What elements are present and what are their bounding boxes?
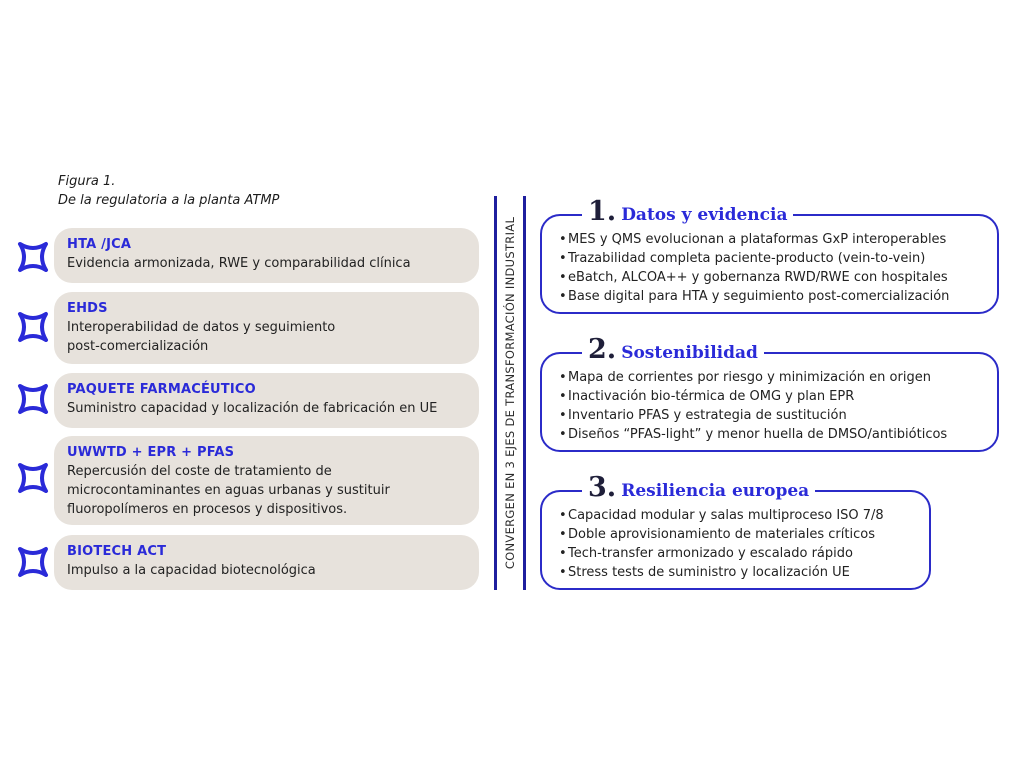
regulation-description: Impulso a la capacidad biotecnológica — [67, 563, 316, 578]
axis-heading — [582, 197, 793, 230]
list-item: •Capacidad modular y salas multiproceso ISO 7/8 — [559, 508, 884, 523]
list-item: •Tech-transfer armonizado y escalado rápido — [559, 546, 853, 561]
list-item: •Stress tests de suministro y localización UE — [559, 565, 850, 580]
axis-heading — [582, 335, 764, 368]
list-item: •Mapa de corrientes por riesgo y minimización en origen — [559, 370, 931, 385]
regulation-description: Suministro capacidad y localización de fabricación en UE — [67, 401, 438, 416]
vertical-label-area — [498, 196, 522, 590]
list-item: •Doble aprovisionamiento de materiales críticos — [559, 527, 875, 542]
axis-box-datos-evidencia — [540, 196, 999, 314]
vertical-label: CONVERGEN EN 3 EJES DE TRANSFORMACIÓN INDUSTRIAL — [503, 216, 517, 570]
axis-title: Resiliencia europea — [621, 481, 810, 501]
regulation-card-hta-jca — [54, 228, 479, 283]
axis-bullet-list — [559, 230, 981, 306]
list-item: •Base digital para HTA y seguimiento post-comercialización — [559, 289, 950, 304]
axis-number: 1. — [588, 196, 617, 227]
axis-heading — [582, 473, 815, 506]
figure-label: Figura 1. — [58, 174, 116, 189]
axis-box-sostenibilidad — [540, 334, 999, 452]
regulation-description: Repercusión del coste de tratamiento de microcontaminantes en aguas urbanas y sustituir fluoropolímeros en procesos y dispositivos. — [67, 464, 390, 517]
star-burst-icon — [17, 383, 49, 415]
axis-title: Datos y evidencia — [621, 205, 788, 225]
regulation-card-uwwtd-epr-pfas — [54, 436, 479, 525]
regulation-title: EHDS — [67, 301, 108, 316]
regulation-description: Interoperabilidad de datos y seguimiento post-comercialización — [67, 320, 336, 354]
regulation-title: PAQUETE FARMACÉUTICO — [67, 382, 256, 397]
star-burst-icon — [17, 311, 49, 343]
vertical-divider-right — [523, 196, 526, 590]
figure-caption — [58, 172, 279, 210]
regulation-card-biotech-act — [54, 535, 479, 590]
axis-bullet-list — [559, 506, 913, 582]
axis-title: Sostenibilidad — [621, 343, 758, 363]
list-item: •Diseños “PFAS-light” y menor huella de DMSO/antibióticos — [559, 427, 948, 442]
list-item: •MES y QMS evolucionan a plataformas GxP interoperables — [559, 232, 947, 247]
axis-number: 2. — [588, 334, 617, 365]
axis-box-resiliencia-europea — [540, 472, 931, 590]
regulation-title: UWWTD + EPR + PFAS — [67, 445, 235, 460]
list-item: •Trazabilidad completa paciente-producto (vein-to-vein) — [559, 251, 926, 266]
list-item: •Inactivación bio-térmica de OMG y plan EPR — [559, 389, 855, 404]
regulation-card-ehds — [54, 292, 479, 364]
regulation-card-paquete-farmaceutico — [54, 373, 479, 428]
star-burst-icon — [17, 241, 49, 273]
list-item: •Inventario PFAS y estrategia de sustitución — [559, 408, 847, 423]
star-burst-icon — [17, 546, 49, 578]
figure-title: De la regulatoria a la planta ATMP — [58, 193, 280, 208]
axis-number: 3. — [588, 472, 617, 503]
regulation-description: Evidencia armonizada, RWE y comparabilidad clínica — [67, 256, 411, 271]
vertical-divider-left — [494, 196, 497, 590]
axis-bullet-list — [559, 368, 981, 444]
regulation-title: HTA /JCA — [67, 237, 132, 252]
regulation-title: BIOTECH ACT — [67, 544, 167, 559]
star-burst-icon — [17, 462, 49, 494]
list-item: •eBatch, ALCOA++ y gobernanza RWD/RWE con hospitales — [559, 270, 948, 285]
